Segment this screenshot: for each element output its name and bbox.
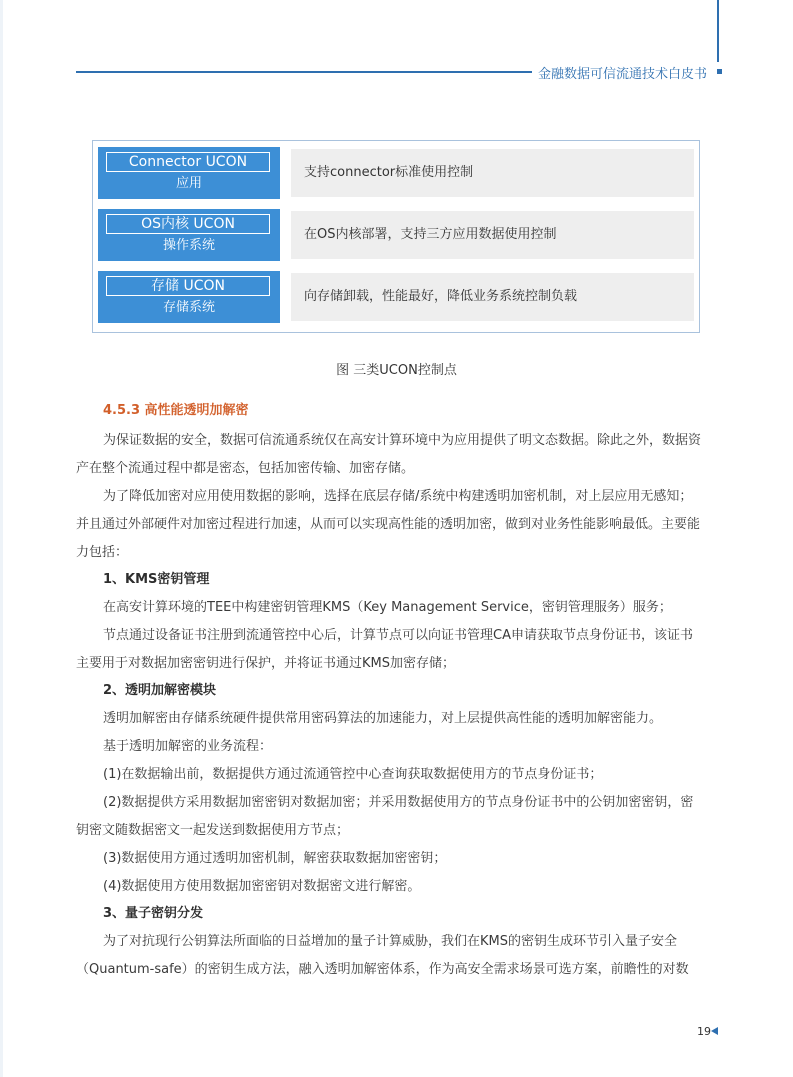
body-line: 为了对抗现行公钥算法所面临的日益增加的量子计算威胁，我们在KMS的密钥生成环节引入量子安全 (103, 934, 677, 949)
body-line: 产在整个流通过程中都是密态，包括加密传输、加密存储。 (76, 461, 415, 476)
layer-title: 存储 UCON (106, 276, 270, 296)
layer-description-box (291, 273, 694, 321)
layer-title: OS内核 UCON (106, 214, 270, 234)
body-line: 并且通过外部硬件对加密过程进行加速，从而可以实现高性能的透明加密，做到对业务性能影响最低。主要能 (76, 517, 701, 532)
layer-description: 支持connector标准使用控制 (304, 165, 474, 180)
body-line: 为保证数据的安全，数据可信流通系统仅在高安计算环境中为应用提供了明文态数据。除此之外，数据资 (103, 433, 702, 448)
body-line: 节点通过设备证书注册到流通管控中心后，计算节点可以向证书管理CA申请获取节点身份证书，该证书 (103, 628, 693, 643)
header-rule (76, 71, 532, 73)
body-line: （Quantum-safe）的密钥生成方法，融入透明加解密体系，作为高安全需求场景可选方案，前瞻性的对数 (76, 962, 689, 977)
layer-description-box (291, 211, 694, 259)
layer-title: Connector UCON (106, 152, 270, 172)
body-line: 主要用于对数据加密密钥进行保护，并将证书通过KMS加密存储； (76, 656, 455, 671)
section-heading: 4.5.3 高性能透明加解密 (103, 403, 249, 418)
page-edge (0, 0, 3, 1077)
page-number: 19 (697, 1025, 711, 1038)
diagram-row (98, 271, 694, 323)
body-line: (4)数据使用方使用数据加密密钥对数据密文进行解密。 (103, 879, 421, 894)
layer-description: 在OS内核部署，支持三方应用数据使用控制 (304, 227, 557, 242)
layer-description-box (291, 149, 694, 197)
header-vertical-rule (717, 0, 719, 62)
header-title: 金融数据可信流通技术白皮书 (538, 67, 708, 82)
figure-caption: 图 三类UCON控制点 (336, 363, 457, 378)
layer-box (98, 271, 280, 323)
ucon-diagram (92, 140, 700, 333)
body-line: 基于透明加解密的业务流程： (103, 739, 273, 754)
layer-description: 向存储卸载，性能最好，降低业务系统控制负载 (304, 289, 578, 304)
subheading: 2、透明加解密模块 (103, 683, 217, 698)
layer-subtitle: 操作系统 (162, 238, 215, 253)
layer-box (98, 147, 280, 199)
subheading: 1、KMS密钥管理 (103, 572, 210, 587)
body-line: 为了降低加密对应用使用数据的影响，选择在底层存储/系统中构建透明加密机制，对上层应用无感知； (103, 489, 693, 504)
layer-subtitle: 应用 (175, 176, 202, 191)
body-line: 力包括： (76, 545, 129, 560)
body-line: 透明加解密由存储系统硬件提供常用密码算法的加速能力，对上层提供高性能的透明加解密能力。 (103, 711, 663, 726)
diagram-row (98, 209, 694, 261)
body-line: (3)数据使用方通过透明加密机制，解密获取数据加密密钥； (103, 851, 447, 866)
body-line: (1)在数据输出前，数据提供方通过流通管控中心查询获取数据使用方的节点身份证书； (103, 767, 603, 782)
subheading: 3、量子密钥分发 (103, 906, 204, 921)
layer-box (98, 209, 280, 261)
body-line: 钥密文随数据密文一起发送到数据使用方节点； (76, 823, 350, 838)
header-dot (717, 69, 722, 74)
body-line: 在高安计算环境的TEE中构建密钥管理KMS（Key Management Service，密钥管理服务）服务； (103, 600, 672, 615)
layer-subtitle: 存储系统 (162, 300, 215, 315)
body-line: (2)数据提供方采用数据加密密钥对数据加密；并采用数据使用方的节点身份证书中的公钥加密密钥，密 (103, 795, 694, 810)
page-arrow-icon (711, 1027, 718, 1035)
diagram-row (98, 147, 694, 199)
